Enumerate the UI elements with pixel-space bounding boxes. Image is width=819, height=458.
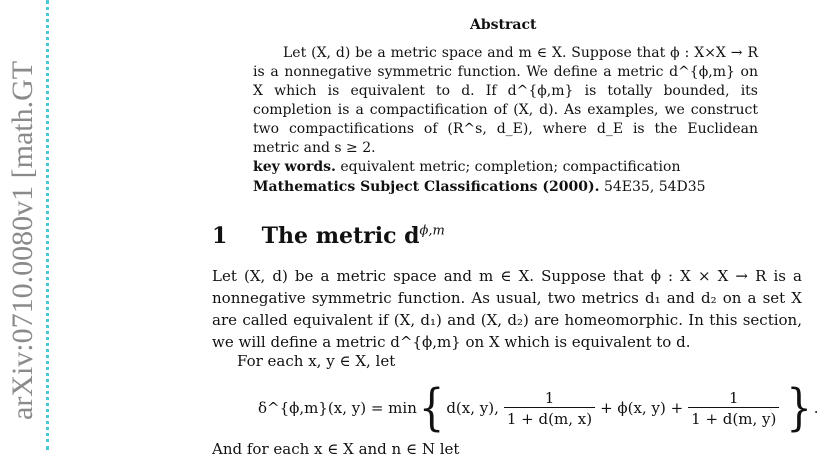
cut-off-line: And for each x ∈ X and n ∈ N let bbox=[212, 440, 460, 458]
lead-in: For each x, y ∈ X, let bbox=[237, 352, 396, 370]
abstract-title: Abstract bbox=[470, 17, 537, 33]
fraction-2 bbox=[688, 389, 779, 428]
paragraph-text: Let (X, d) be a metric space and m ∈ X. Suppose that ϕ : X × X → R is a nonnegative symmetric function. As usual, two metrics d₁ and d₂ on a set X are called equivalent if (X, d₁) and (X, d₂) are homeomorphic. In this section, we will define a metric d^{ϕ,m} on X which is equivalent to d. bbox=[212, 267, 802, 351]
formula-mid: + ϕ(x, y) + bbox=[600, 399, 684, 417]
fraction-2-numerator: 1 bbox=[728, 388, 739, 407]
formula-term1: d(x, y), bbox=[446, 399, 499, 417]
section-number: 1 bbox=[212, 223, 228, 249]
display-formula bbox=[258, 378, 819, 438]
fraction-1 bbox=[504, 389, 595, 428]
fraction-1-denominator: 1 + d(m, x) bbox=[504, 407, 595, 428]
section-superscript: ϕ,m bbox=[419, 223, 445, 239]
formula-lhs: δ^{ϕ,m}(x, y) = min bbox=[258, 399, 417, 417]
keywords-text: equivalent metric; completion; compactification bbox=[340, 159, 681, 175]
formula-end: . bbox=[813, 399, 819, 417]
msc bbox=[253, 177, 706, 197]
fraction-1-numerator: 1 bbox=[544, 388, 555, 407]
fraction-2-denominator: 1 + d(m, y) bbox=[688, 407, 779, 428]
abstract-body bbox=[253, 44, 758, 158]
section-title: The metric d bbox=[261, 223, 420, 249]
section-paragraph bbox=[212, 265, 802, 353]
msc-label: Mathematics Subject Classifications (2000). bbox=[253, 179, 600, 195]
msc-text: 54E35, 54D35 bbox=[603, 179, 706, 195]
section-heading bbox=[212, 223, 445, 249]
left-brace: { bbox=[418, 379, 445, 437]
keywords-label: key words. bbox=[253, 159, 336, 175]
right-brace: } bbox=[786, 379, 812, 437]
arxiv-sidebar bbox=[0, 0, 49, 450]
keywords bbox=[253, 157, 680, 177]
arxiv-id: arXiv:0710.0080v1 [math.GT bbox=[6, 60, 39, 420]
abstract-text: Let (X, d) be a metric space and m ∈ X. Suppose that ϕ : X×X → R is a nonnegative symmetric function. We define a metric d^{ϕ,m} on X which is equivalent to d. If d^{ϕ,m} is totally bounded, its completion is a compactification of (X, d). As examples, we construct two compactifications of (R^s, d_E), where d_E is the Euclidean metric and s ≥ 2. bbox=[253, 45, 758, 156]
